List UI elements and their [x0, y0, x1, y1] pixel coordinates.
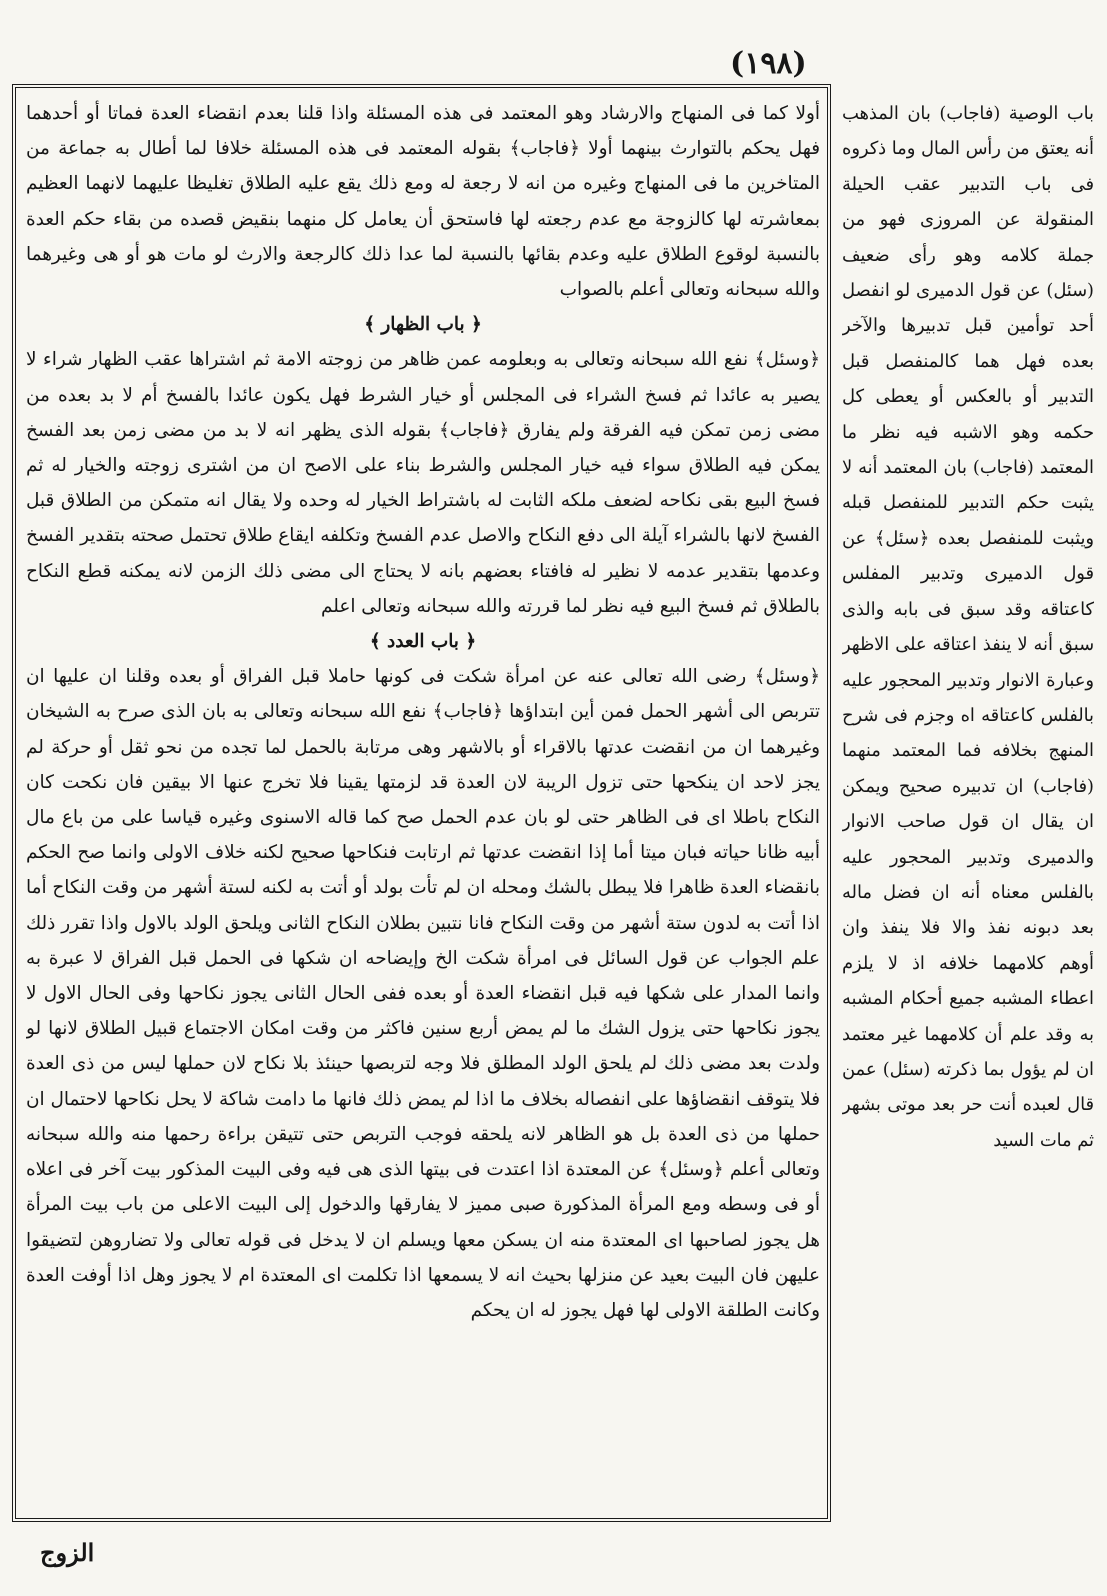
margin-commentary-column: [842, 96, 1094, 1536]
main-paragraph: ﴿وسئل﴾ رضى الله تعالى عنه عن امرأة شكت فى كونها حاملا قبل الفراق أو بعده وقلنا ان عليها ان تتربص الى أشهر الحمل فمن أين ابتداؤها ﴿فاجاب﴾ نفع الله سبحانه وتعالى به بان الذى صرح به الشيخان وغيرهما ان من انقضت عدتها بالاقراء أو بالاشهر وهى مرتابة بالحمل لما تجده من نحو ثقل أو حركة لم يجز لاحد ان ينكحها حتى تزول الريبة لان العدة قد لزمتها يقينا فلا تخرج عنها الا بيقين فان نكحت كان النكاح باطلا اى فى الظاهر حتى لو بان عدم الحمل صح كما قاله الاسنوى وغيره قياسا على من باع مال أبيه ظانا حياته فبان ميتا أما إذا انقضت عدتها ثم ارتابت فنكاحها صحيح لكنه خلاف الاولى وانما صح الحكم بانقضاء العدة ظاهرا فلا يبطل بالشك ومحله ان لم تأت بولد أو أتت به لكنه لستة أشهر من وقت النكاح أما اذا أتت به لدون ستة أشهر من وقت النكاح فانا نتبين بطلان النكاح الثانى ويلحق الولد بالاول واذا تقرر ذلك علم الجواب عن قول السائل فى امرأة شكت الخ وإيضاحه ان شكها فى الحمل قبل الفراق لا عبرة به وانما المدار على شكها فيه قبل انقضاء العدة أو بعده ففى الحال الثانى يجوز نكاحها وفى الحال الاول لا يجوز نكاحها حتى يزول الشك ما لم يمض أربع سنين فاكثر من وقت امكان الاجتماع قبيل الطلاق لانها لو ولدت بعد مضى ذلك لم يلحق الولد المطلق فلا وجه لتربصها حينئذ بلا نكاح لان حملها ليس من ذى العدة فلا يتوقف انقضاؤها على انفصاله بخلاف ما اذا لم يمض ذلك فانها ما دامت شاكة لا يحل نكاحها لاحتمال ان حملها من ذى العدة بل هو الظاهر لانه يلحقه فوجب التربص حتى تتيقن براءة رحمها منه والله سبحانه وتعالى أعلم ﴿وسئل﴾ عن المعتدة اذا اعتدت فى بيتها الذى هى فيه وفى البيت المذكور بيت آخر فى اعلاه أو فى وسطه ومع المرأة المذكورة صبى مميز لا يفارقها والدخول إلى البيت الاعلى من باب بيت المرأة هل يجوز لصاحبها اى المعتدة منه ان يسكن معها ويسلم ان لا يدخل فى قوله تعالى ولا تضاروهن لتضيقوا عليهن فان البيت بعيد عن منزلها بحيث انه لا يسمعها اذا تكلمت اى المعتدة ام لا يجوز وهل اذا أوفت العدة وكانت الطلقة الاولى لها فهل يجوز له ان يحكم: [26, 666, 820, 1321]
catchword: الزوج: [40, 1538, 95, 1567]
main-paragraph: أولا كما فى المنهاج والارشاد وهو المعتمد فى هذه المسئلة واذا قلنا بعدم انقضاء العدة فماتا أو أحدهما فهل يحكم بالتوارث بينهما أولا ﴿فاجاب﴾ بقوله المعتمد فى هذه المسئلة خلافا لما أطال به جماعة من المتاخرين ما فى المنهاج وغيره من انه لا رجعة له ومع ذلك يقع عليه الطلاق تغليظا عليهما لانهما العظيم بمعاشرته لها كالزوجة مع عدم رجعته لها فاستحق أن يعامل كل منهما بنقيض قصده من بقاء حكم العدة بالنسبة لوقوع الطلاق عليه وعدم بقائها بالنسبة لما عدا ذلك كالرجعة والارث لو مات هو أو هى وغيرهما والله سبحانه وتعالى أعلم بالصواب: [26, 103, 820, 301]
section-heading-zihar: ﴿ باب الظهار ﴾: [364, 314, 482, 336]
section-heading-iddah: ﴿ باب العدد ﴾: [369, 631, 477, 653]
main-text-column: [26, 96, 820, 1516]
page-number: (١٩٨): [730, 46, 807, 81]
main-paragraph: ﴿وسئل﴾ نفع الله سبحانه وتعالى به وبعلومه عمن ظاهر من زوجته الامة ثم اشتراها عقب الظهار شراء لا يصير به عائدا ثم فسخ الشراء فى المجلس أو خيار الشرط فهل يكون عائدا بالفسخ أم لا بد بعده من مضى زمن تمكن فيه الفرقة ولم يفارق ﴿فاجاب﴾ بقوله الذى يظهر انه لا بد من مضى زمن بعد الفسخ يمكن فيه الطلاق سواء فيه خيار المجلس والشرط بناء على الاصح ان من اشترى زوجته والخيار له ثم فسخ البيع بقى نكاحه لضعف ملكه الثابت له باشتراط الخيار له وحده ولا يقال انه متمكن من الطلاق قبل الفسخ لانها بالشراء آيلة الى دفع النكاح والاصل عدم الفسخ وتكلفه ايقاع طلاق تحتمل صحته بتقدير الفسخ وعدمها بتقدير عدمه لا نظير له فافتاء بعضهم بانه لا يحتاج الى مضى ذلك الزمن لانه يمكنه قطع النكاح بالطلاق ثم فسخ البيع فيه نظر لما قررته والله سبحانه وتعالى اعلم: [26, 349, 820, 617]
margin-commentary-text: باب الوصية (فاجاب) بان المذهب أنه يعتق من رأس المال وما ذكروه فى باب التدبير عقب الحيلة المنقولة عن المروزى فهو من جملة كلامه وهو رأى ضعيف (سئل) عن قول الدميرى لو انفصل أحد توأمين قبل تدبيرها والآخر بعده فهل هما كالمنفصل قبل التدبير أو بالعكس أو يعطى كل حكمه وهو الاشبه فيه نظر ما المعتمد (فاجاب) بان المعتمد أنه لا يثبت حكم التدبير للمنفصل قبله ويثبت للمنفصل بعده ﴿سئل﴾ عن قول الدميرى وتدبير المفلس كاعتاقه وقد سبق فى بابه والذى سبق أنه لا ينفذ اعتاقه على الاظهر وعبارة الانوار وتدبير المحجور عليه بالفلس كاعتاقه اه وجزم فى شرح المنهج بخلافه فما المعتمد منهما (فاجاب) ان تدبيره صحيح ويمكن ان يقال ان قول صاحب الانوار والدميرى وتدبير المحجور عليه بالفلس معناه أنه ان فضل ماله بعد دبونه نفذ والا فلا ينفذ وان أوهم كلامهما خلافه اذ لا يلزم اعطاء المشبه جميع أحكام المشبه به وقد علم أن كلامهما غير معتمد ان لم يؤول بما ذكرته (سئل) عمن قال لعبده أنت حر بعد موتى بشهر ثم مات السيد: [842, 103, 1094, 1151]
